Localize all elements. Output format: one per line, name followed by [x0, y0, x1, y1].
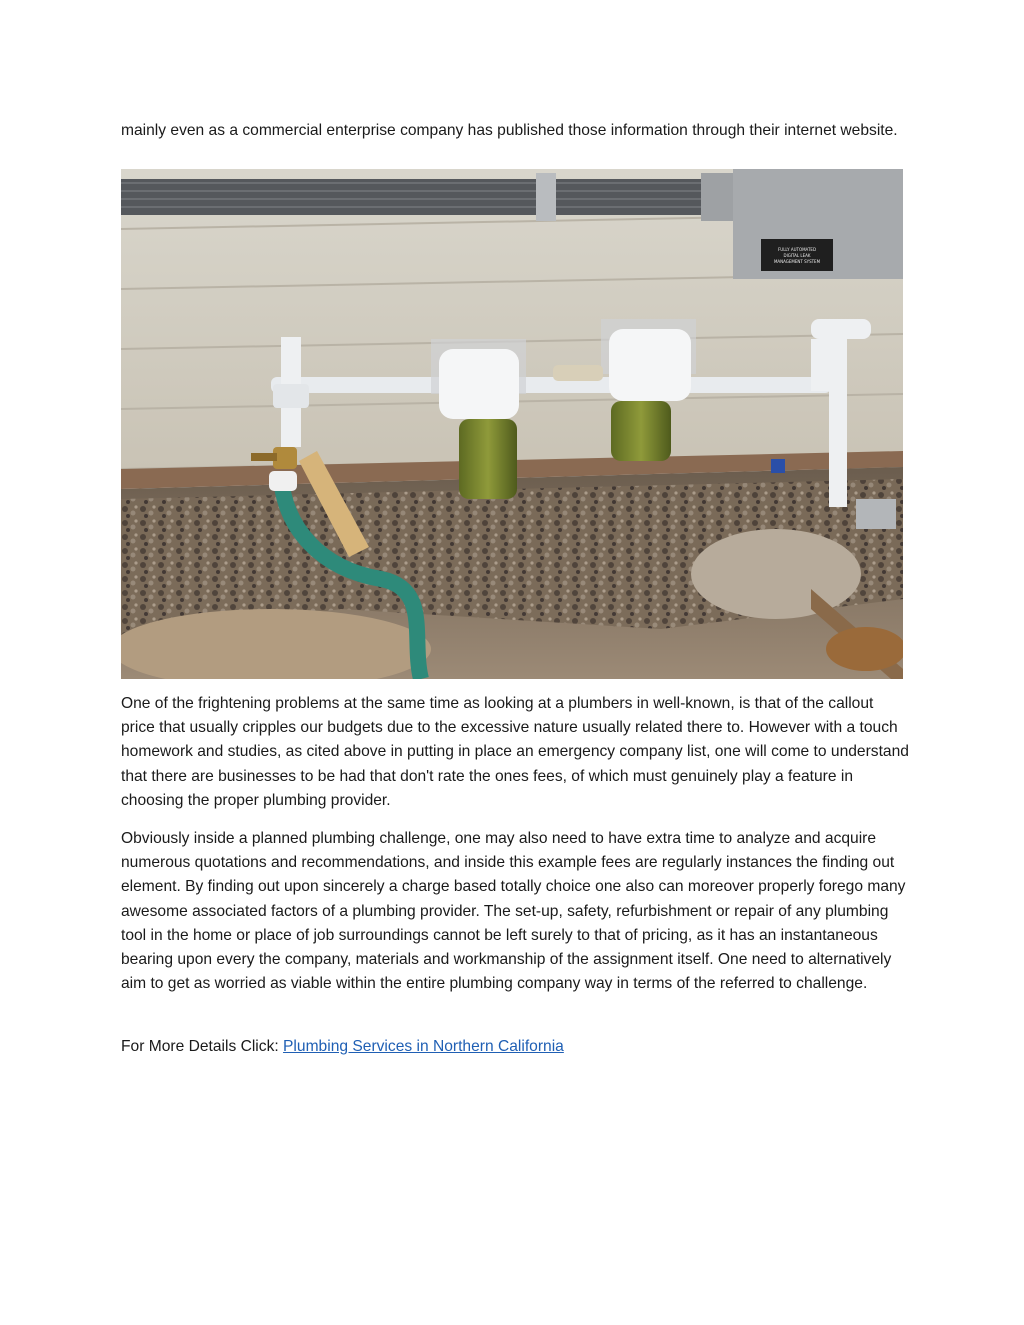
more-details-line — [121, 1035, 911, 1059]
body-paragraph-2: Obviously inside a planned plumbing challenge, one may also need to have extra time to analyze and acquire numerous quotations and recommendations, and inside this example fees are regularly instances the finding out element. By finding out upon sincerely a charge based totally choice one also can moreover properly forego many awesome associated factors of a plumbing provider. The set-up, safety, refurbishment or repair of any plumbing tool in the home or place of job surroundings cannot be left surely to that of pricing, as it has an instantaneous bearing upon every the company, materials and workmanship of the assignment itself. One need to alternatively aim to get as worried as viable within the entire plumbing company way in terms of the referred to challenge. — [121, 830, 906, 993]
more-details-label: For More Details Click: — [121, 1038, 284, 1055]
plumbing-services-link[interactable]: Plumbing Services in Northern California — [283, 1038, 564, 1055]
svg-text:MANAGEMENT SYSTEM: MANAGEMENT SYSTEM — [773, 259, 821, 264]
body-paragraph-1: One of the frightening problems at the same time as looking at a plumbers in well-known, is that of the callout price that usually cripples our budgets due to the excessive nature usually related there to. However with a touch homework and studies, as cited above in putting in place an emergency company list, one will come to understand that there are businesses to be had that don't rate the ones fees, of which must genuinely play a feature in choosing the proper plumbing provider. — [121, 695, 909, 809]
svg-text:DIGITAL LEAK: DIGITAL LEAK — [783, 253, 811, 258]
svg-text:FULLY AUTOMATED: FULLY AUTOMATED — [777, 247, 817, 252]
intro-paragraph: mainly even as a commercial enterprise company has published those information through their internet website. — [121, 122, 898, 139]
water-filter-photo — [121, 169, 903, 679]
